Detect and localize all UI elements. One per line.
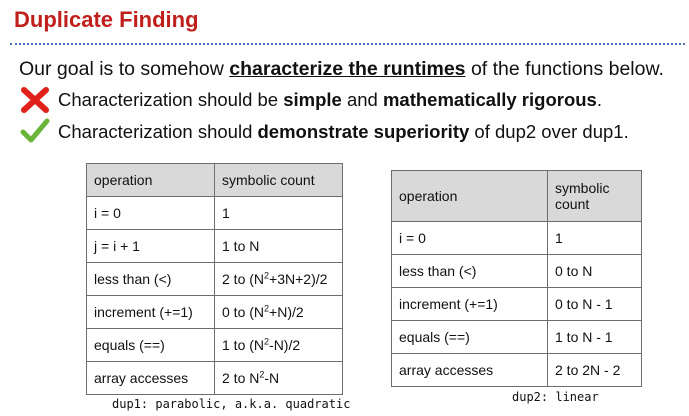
bullet1-text-c: . [596,89,602,110]
bullet1-bold-rigorous: mathematically rigorous [382,89,597,110]
slide-title: Duplicate Finding [14,7,199,32]
cell-count: 0 to N - 1 [548,288,642,321]
bullet-demonstrate-superiority [20,118,629,146]
count-text: -N [264,370,280,386]
table-header-row [392,171,642,222]
cell-operation: array accesses [392,354,548,387]
cell-count [215,296,343,329]
table-row [87,362,343,395]
header-symbolic-count: symbolic count [215,164,343,197]
exponent: 2 [264,336,270,347]
cell-count: 1 [548,222,642,255]
cell-count: 1 to N - 1 [548,321,642,354]
cell-operation: increment (+=1) [87,296,215,329]
header-symbolic-count: symbolic count [548,171,642,222]
table-header-row [87,164,343,197]
header-operation: operation [392,171,548,222]
cell-operation: i = 0 [87,197,215,230]
cell-count: 1 [215,197,343,230]
bullet1-text-b: and [341,89,383,110]
bullet-text [58,121,629,143]
cell-count: 2 to 2N - 2 [548,354,642,387]
table-row [87,197,343,230]
count-text: -N)/2 [269,337,301,353]
cell-operation: equals (==) [87,329,215,362]
cell-count [215,362,343,395]
goal-suffix: of the functions below. [465,58,664,80]
cell-operation: less than (<) [392,255,548,288]
count-text: 2 to (N [222,271,265,287]
count-text: +3N+2)/2 [269,271,328,287]
exponent: 2 [264,270,270,281]
count-text: 0 to (N [222,304,265,320]
goal-statement [19,58,664,81]
cell-operation: i = 0 [392,222,548,255]
bullet2-bold-superiority: demonstrate superiority [257,121,470,142]
exponent: 2 [259,369,265,380]
dup1-caption: dup1: parabolic, a.k.a. quadratic [112,397,351,411]
cell-operation: j = i + 1 [87,230,215,263]
title-divider [10,43,685,45]
cell-count: 1 to N [215,230,343,263]
bullet1-text-a: Characterization should be [58,89,284,110]
table-row [87,296,343,329]
header-operation: operation [87,164,215,197]
cell-count [215,263,343,296]
count-text: 1 to (N [222,337,265,353]
bullet-text [58,89,602,111]
table-row [392,354,642,387]
bullet2-text-a: Characterization should [58,121,258,142]
red-x-icon [20,86,50,114]
count-text: 2 to N [222,370,260,386]
dup1-table [86,163,343,395]
goal-emphasis: characterize the runtimes [229,58,466,80]
table-row [392,288,642,321]
bullet1-bold-simple: simple [283,89,342,110]
goal-prefix: Our goal is to somehow [19,58,230,80]
bullet2-text-b: of dup2 over dup1. [469,121,629,142]
table-row [87,230,343,263]
table-row [392,321,642,354]
dup2-caption: dup2: linear [512,390,599,404]
bullet-simple-rigorous [20,86,602,114]
table-row [87,263,343,296]
green-check-icon [20,118,50,146]
cell-operation: increment (+=1) [392,288,548,321]
cell-operation: less than (<) [87,263,215,296]
cell-operation: equals (==) [392,321,548,354]
cell-count [215,329,343,362]
table-row [392,255,642,288]
exponent: 2 [264,303,270,314]
cell-count: 0 to N [548,255,642,288]
table-row [87,329,343,362]
table-row [392,222,642,255]
dup2-table [391,170,642,387]
cell-operation: array accesses [87,362,215,395]
count-text: +N)/2 [269,304,304,320]
